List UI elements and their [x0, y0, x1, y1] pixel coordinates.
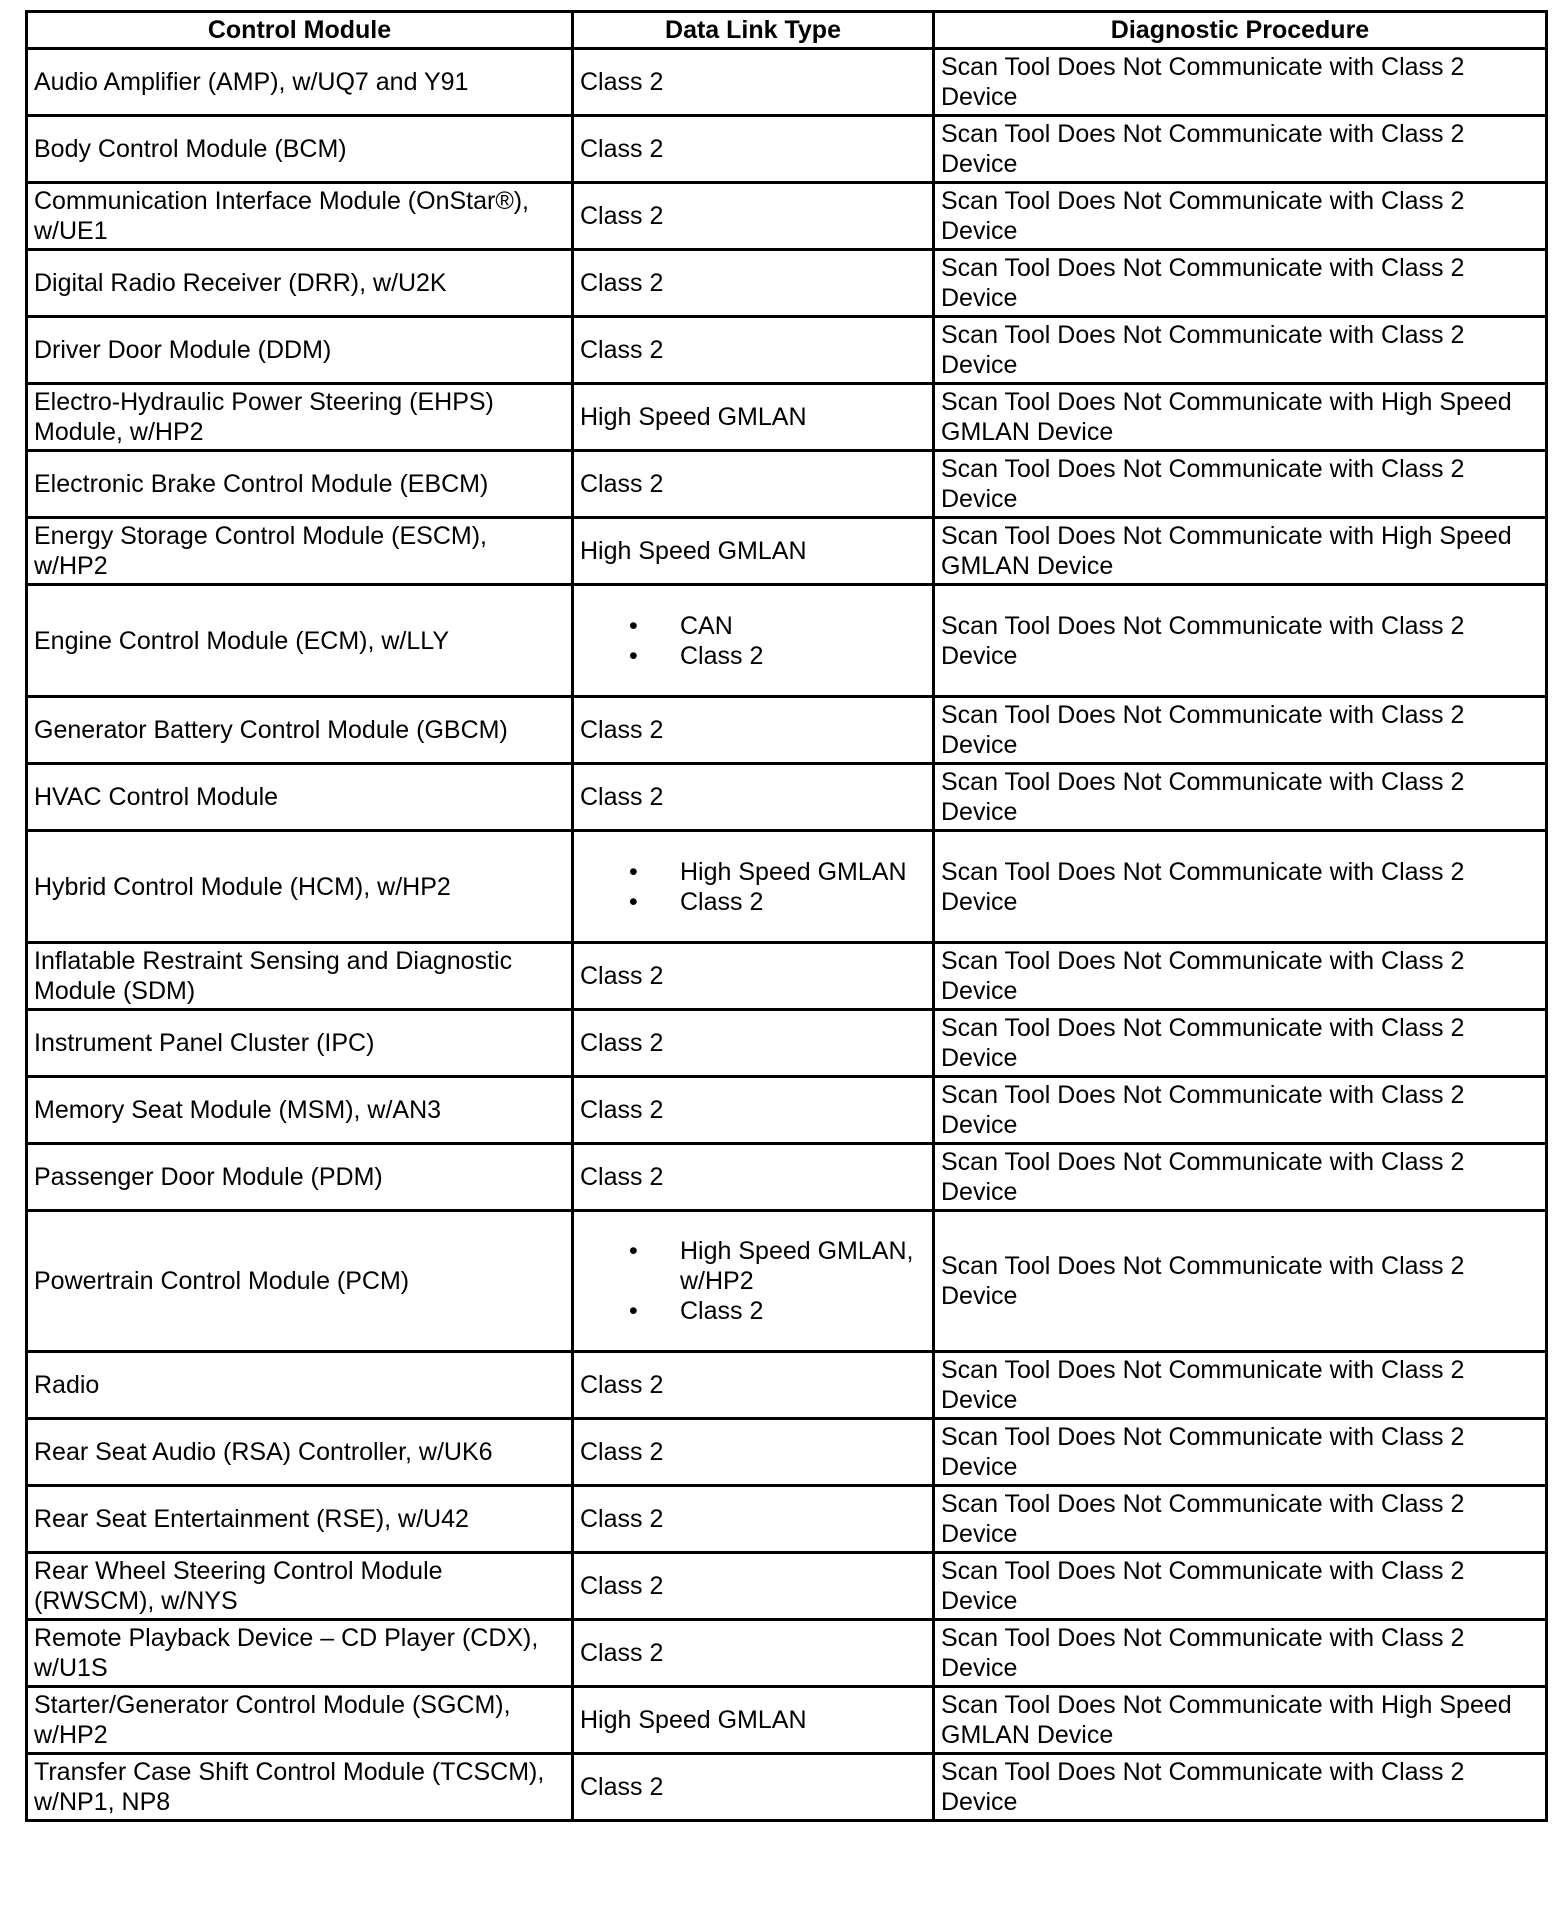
cell-diagnostic-procedure: Scan Tool Does Not Communicate with Class 2 Device [934, 1144, 1547, 1211]
table-row [27, 1352, 1547, 1419]
cell-control-module: Rear Seat Audio (RSA) Controller, w/UK6 [27, 1419, 573, 1486]
cell-control-module: Hybrid Control Module (HCM), w/HP2 [27, 831, 573, 943]
header-row [27, 12, 1547, 49]
table-row [27, 1754, 1547, 1821]
cell-data-link-type: Class 2 [573, 116, 934, 183]
cell-diagnostic-procedure: Scan Tool Does Not Communicate with Class 2 Device [934, 1486, 1547, 1553]
cell-diagnostic-procedure: Scan Tool Does Not Communicate with Class 2 Device [934, 943, 1547, 1010]
cell-data-link-type: Class 2 [573, 1077, 934, 1144]
cell-diagnostic-procedure: Scan Tool Does Not Communicate with Class 2 Device [934, 1352, 1547, 1419]
cell-data-link-type: Class 2 [573, 183, 934, 250]
cell-data-link-type: Class 2 [573, 1754, 934, 1821]
cell-control-module: Audio Amplifier (AMP), w/UQ7 and Y91 [27, 49, 573, 116]
header-diagnostic-procedure: Diagnostic Procedure [934, 12, 1547, 49]
cell-data-link-type: Class 2 [573, 1553, 934, 1620]
cell-control-module: Energy Storage Control Module (ESCM), w/HP2 [27, 518, 573, 585]
cell-diagnostic-procedure: Scan Tool Does Not Communicate with Class 2 Device [934, 451, 1547, 518]
table-row [27, 49, 1547, 116]
cell-diagnostic-procedure: Scan Tool Does Not Communicate with Class 2 Device [934, 1620, 1547, 1687]
table-row [27, 451, 1547, 518]
cell-control-module: Rear Seat Entertainment (RSE), w/U42 [27, 1486, 573, 1553]
table-row [27, 1687, 1547, 1754]
cell-diagnostic-procedure: Scan Tool Does Not Communicate with Class 2 Device [934, 831, 1547, 943]
cell-diagnostic-procedure: Scan Tool Does Not Communicate with High Speed GMLAN Device [934, 518, 1547, 585]
cell-control-module: Passenger Door Module (PDM) [27, 1144, 573, 1211]
cell-data-link-type: Class 2 [573, 1144, 934, 1211]
cell-control-module: Remote Playback Device – CD Player (CDX), w/U1S [27, 1620, 573, 1687]
table-row [27, 1419, 1547, 1486]
table-row [27, 250, 1547, 317]
cell-diagnostic-procedure: Scan Tool Does Not Communicate with Class 2 Device [934, 1419, 1547, 1486]
cell-control-module: Memory Seat Module (MSM), w/AN3 [27, 1077, 573, 1144]
cell-control-module: Generator Battery Control Module (GBCM) [27, 697, 573, 764]
table-row [27, 831, 1547, 943]
cell-data-link-type: Class 2 [573, 1010, 934, 1077]
cell-data-link-type: Class 2 [573, 1352, 934, 1419]
cell-control-module: Starter/Generator Control Module (SGCM), w/HP2 [27, 1687, 573, 1754]
cell-diagnostic-procedure: Scan Tool Does Not Communicate with Class 2 Device [934, 250, 1547, 317]
cell-control-module: Communication Interface Module (OnStar®), w/UE1 [27, 183, 573, 250]
cell-diagnostic-procedure: Scan Tool Does Not Communicate with Class 2 Device [934, 697, 1547, 764]
cell-control-module: Digital Radio Receiver (DRR), w/U2K [27, 250, 573, 317]
cell-diagnostic-procedure: Scan Tool Does Not Communicate with Class 2 Device [934, 1077, 1547, 1144]
table-row [27, 116, 1547, 183]
cell-control-module: Transfer Case Shift Control Module (TCSCM), w/NP1, NP8 [27, 1754, 573, 1821]
cell-control-module: HVAC Control Module [27, 764, 573, 831]
cell-control-module: Electro-Hydraulic Power Steering (EHPS) Module, w/HP2 [27, 384, 573, 451]
cell-data-link-type: Class 2 [573, 49, 934, 116]
cell-data-link-type: High Speed GMLAN [573, 518, 934, 585]
cell-data-link-type: Class 2 [573, 1620, 934, 1687]
cell-data-link-type: High Speed GMLAN [573, 1687, 934, 1754]
cell-data-link-type: Class 2 [573, 250, 934, 317]
table-row [27, 1144, 1547, 1211]
cell-diagnostic-procedure: Scan Tool Does Not Communicate with Class 2 Device [934, 764, 1547, 831]
cell-diagnostic-procedure: Scan Tool Does Not Communicate with Class 2 Device [934, 116, 1547, 183]
table-body [27, 49, 1547, 1821]
table-row [27, 183, 1547, 250]
cell-data-link-type: Class 2 [573, 317, 934, 384]
cell-control-module: Body Control Module (BCM) [27, 116, 573, 183]
module-table [25, 10, 1548, 1822]
cell-control-module: Inflatable Restraint Sensing and Diagnostic Module (SDM) [27, 943, 573, 1010]
cell-control-module: Rear Wheel Steering Control Module (RWSCM), w/NYS [27, 1553, 573, 1620]
cell-data-link-type [573, 1211, 934, 1352]
header-control-module: Control Module [27, 12, 573, 49]
table-row [27, 585, 1547, 697]
cell-data-link-type: Class 2 [573, 764, 934, 831]
cell-control-module: Instrument Panel Cluster (IPC) [27, 1010, 573, 1077]
data-link-item: • High Speed GMLAN [580, 857, 926, 887]
cell-diagnostic-procedure: Scan Tool Does Not Communicate with High Speed GMLAN Device [934, 1687, 1547, 1754]
table-row [27, 1010, 1547, 1077]
header-data-link-type: Data Link Type [573, 12, 934, 49]
cell-diagnostic-procedure: Scan Tool Does Not Communicate with Class 2 Device [934, 1010, 1547, 1077]
cell-data-link-type: Class 2 [573, 697, 934, 764]
cell-data-link-type [573, 831, 934, 943]
data-link-item: • Class 2 [580, 1296, 926, 1326]
cell-diagnostic-procedure: Scan Tool Does Not Communicate with Class 2 Device [934, 1553, 1547, 1620]
cell-control-module: Radio [27, 1352, 573, 1419]
cell-data-link-type: Class 2 [573, 943, 934, 1010]
cell-data-link-type: Class 2 [573, 451, 934, 518]
data-link-list [580, 1236, 926, 1326]
cell-data-link-type: High Speed GMLAN [573, 384, 934, 451]
data-link-item: • Class 2 [580, 641, 926, 671]
data-link-item: • High Speed GMLAN, w/HP2 [580, 1236, 926, 1296]
cell-diagnostic-procedure: Scan Tool Does Not Communicate with Class 2 Device [934, 1211, 1547, 1352]
cell-diagnostic-procedure: Scan Tool Does Not Communicate with Class 2 Device [934, 317, 1547, 384]
data-link-list [580, 611, 926, 671]
cell-control-module: Electronic Brake Control Module (EBCM) [27, 451, 573, 518]
cell-control-module: Powertrain Control Module (PCM) [27, 1211, 573, 1352]
table-row [27, 1553, 1547, 1620]
table-row [27, 943, 1547, 1010]
table-row [27, 317, 1547, 384]
cell-diagnostic-procedure: Scan Tool Does Not Communicate with Class 2 Device [934, 585, 1547, 697]
cell-data-link-type: Class 2 [573, 1486, 934, 1553]
table-row [27, 764, 1547, 831]
cell-control-module: Driver Door Module (DDM) [27, 317, 573, 384]
table-row [27, 1077, 1547, 1144]
cell-diagnostic-procedure: Scan Tool Does Not Communicate with High Speed GMLAN Device [934, 384, 1547, 451]
cell-diagnostic-procedure: Scan Tool Does Not Communicate with Class 2 Device [934, 49, 1547, 116]
table-row [27, 1211, 1547, 1352]
cell-data-link-type [573, 585, 934, 697]
table-row [27, 1620, 1547, 1687]
table-row [27, 1486, 1547, 1553]
table-row [27, 384, 1547, 451]
data-link-item: • CAN [580, 611, 926, 641]
table-row [27, 518, 1547, 585]
cell-diagnostic-procedure: Scan Tool Does Not Communicate with Class 2 Device [934, 1754, 1547, 1821]
cell-data-link-type: Class 2 [573, 1419, 934, 1486]
cell-diagnostic-procedure: Scan Tool Does Not Communicate with Class 2 Device [934, 183, 1547, 250]
data-link-list [580, 857, 926, 917]
cell-control-module: Engine Control Module (ECM), w/LLY [27, 585, 573, 697]
data-link-item: • Class 2 [580, 887, 926, 917]
table-row [27, 697, 1547, 764]
